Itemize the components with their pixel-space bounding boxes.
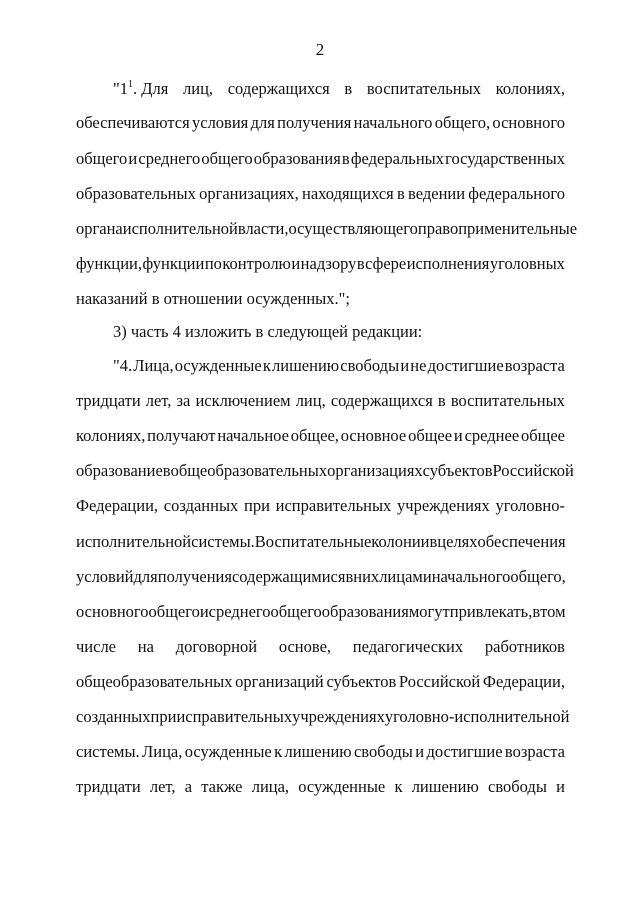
word: педагогических: [352, 637, 464, 656]
word: лет,: [145, 391, 172, 410]
word: общего,: [510, 567, 566, 586]
paragraph-1-line: наказаний в отношении осужденных.";: [76, 289, 350, 308]
word: организациях: [327, 461, 423, 480]
word: системы.: [191, 532, 255, 551]
word: осужденные: [184, 742, 272, 761]
word: Воспитательные: [254, 532, 372, 551]
word: них: [353, 567, 380, 586]
word: воспитательных: [450, 391, 565, 410]
word: и: [453, 426, 463, 445]
word: начального: [353, 113, 433, 132]
word: тридцати: [76, 777, 141, 796]
paragraph-1-line: [76, 113, 565, 133]
word: воспитательных: [366, 79, 481, 98]
word: общее: [521, 426, 565, 445]
word: к: [274, 742, 283, 761]
word: и: [556, 777, 565, 796]
paragraph-3-line: [76, 637, 565, 657]
word: получения: [157, 567, 232, 586]
word: организациях,: [199, 184, 299, 203]
word: общее,: [290, 426, 339, 445]
word: функции: [142, 254, 205, 273]
paragraph-2: 3) часть 4 изложить в следующей редакции:: [113, 322, 423, 341]
word: общего: [201, 149, 253, 168]
word: Лица,: [142, 742, 183, 761]
word: за: [176, 391, 191, 410]
word: свободы: [340, 356, 400, 375]
word: к: [262, 356, 271, 375]
word: колонии: [371, 532, 430, 551]
word: могут: [408, 602, 450, 621]
word: лишению: [272, 356, 340, 375]
paragraph-3-line: [76, 742, 565, 762]
word: обеспечения: [477, 532, 566, 551]
word: уголовно-исполнительной: [384, 707, 570, 726]
word: образование: [76, 461, 163, 480]
word: в: [532, 602, 541, 621]
word: договорной: [175, 637, 258, 656]
word: общего: [148, 602, 200, 621]
word: общеобразовательных: [170, 461, 328, 480]
word: содержащихся: [227, 79, 330, 98]
word: лицами: [379, 567, 432, 586]
paragraph-3-line: [76, 672, 565, 692]
word: осужденные: [298, 777, 386, 796]
word: уголовных: [489, 254, 565, 273]
word: среднее: [464, 426, 520, 445]
word: ведении: [408, 184, 466, 203]
paragraph-1-line: [76, 184, 565, 204]
paragraph-3-line: [76, 532, 565, 552]
word: начального: [431, 567, 511, 586]
word: условия: [192, 113, 249, 132]
word: среднего: [208, 602, 271, 621]
word: общего: [76, 149, 128, 168]
word: созданных: [163, 496, 239, 515]
paragraph-1-line: [76, 149, 565, 169]
word: условий: [76, 567, 134, 586]
word: находящихся: [302, 184, 394, 203]
word: в: [345, 567, 354, 586]
word: исполнения: [406, 254, 490, 273]
word: возраста: [504, 742, 565, 761]
paragraph-3-line: [76, 602, 565, 622]
word: достигшие: [426, 742, 503, 761]
word: органа: [76, 219, 123, 238]
word: федеральных: [350, 149, 445, 168]
superscript: 1: [128, 78, 133, 90]
word: также: [201, 777, 243, 796]
paragraph-1-line: [76, 219, 578, 239]
word: исполнительной: [122, 219, 238, 238]
word: в: [397, 184, 405, 203]
word: Федерации,: [482, 672, 565, 691]
word: не: [410, 356, 427, 375]
word: осужденные: [174, 356, 262, 375]
word: Федерации,: [76, 496, 159, 515]
word: лишению: [284, 742, 352, 761]
word: образования: [253, 149, 341, 168]
word: колониях,: [495, 79, 565, 98]
paragraph-3-line: [76, 426, 565, 446]
word: образовательных: [76, 184, 196, 203]
paragraph-3-line: [76, 777, 565, 797]
word: числе: [76, 637, 117, 656]
word: лица,: [251, 777, 290, 796]
word: целях: [437, 532, 478, 551]
paragraph-3-line: [76, 707, 570, 727]
word: содержащихся: [330, 391, 433, 410]
word: получения: [277, 113, 352, 132]
word: лиц,: [295, 391, 326, 410]
word: осуществляющего: [288, 219, 418, 238]
word: и: [199, 602, 209, 621]
word: "4.: [113, 356, 133, 375]
word: основного: [76, 602, 149, 621]
word: начальное: [217, 426, 289, 445]
word: исключением: [195, 391, 291, 410]
word: колониях,: [76, 426, 146, 445]
paragraph-1-line: [76, 254, 565, 274]
word: общее: [408, 426, 453, 445]
word: общего,: [434, 113, 491, 132]
word: лет,: [149, 777, 176, 796]
word: учреждениях: [292, 707, 385, 726]
word: уголовно-: [495, 496, 565, 515]
word: исправительных: [176, 707, 293, 726]
word: Российской: [398, 672, 481, 691]
word: привлекать,: [449, 602, 533, 621]
word: свободы: [353, 742, 413, 761]
word: возраста: [504, 356, 565, 375]
word: системы.: [76, 742, 140, 761]
word: при: [244, 496, 270, 515]
word: к: [394, 777, 403, 796]
word: субъектов: [326, 672, 397, 691]
word: получают: [147, 426, 216, 445]
word: основе,: [278, 637, 332, 656]
word: и: [291, 254, 301, 273]
word: сфере: [365, 254, 407, 273]
word: федерального: [468, 184, 565, 203]
word: по: [204, 254, 222, 273]
word: среднего: [138, 149, 201, 168]
word: власти,: [237, 219, 289, 238]
word: работников: [484, 637, 565, 656]
word: учреждениях: [397, 496, 490, 515]
word: субъектов: [422, 461, 493, 480]
word: в: [162, 461, 171, 480]
word: и: [128, 149, 138, 168]
word: основного: [492, 113, 565, 132]
word: созданных: [76, 707, 151, 726]
paragraph-1-first-line: [113, 79, 565, 99]
word: в: [356, 254, 365, 273]
word: исполнительной: [76, 532, 192, 551]
word: а: [184, 777, 193, 796]
word: обеспечиваются: [76, 113, 190, 132]
word: исправительных: [275, 496, 392, 515]
word: достигшие: [427, 356, 504, 375]
word: . Для: [133, 79, 169, 98]
paragraph-3-line: [76, 496, 565, 516]
word: организаций: [235, 672, 324, 691]
paragraph-3-line: [76, 461, 574, 481]
word: лиц,: [183, 79, 214, 98]
word: тридцати: [76, 391, 141, 410]
word: том: [540, 602, 566, 621]
word: и: [415, 742, 425, 761]
word: в: [341, 149, 350, 168]
word: содержащимися: [231, 567, 346, 586]
word: при: [150, 707, 177, 726]
word: в: [344, 79, 353, 98]
word: в: [437, 391, 446, 410]
word: Российской: [492, 461, 574, 480]
paragraph-3-line: [76, 391, 565, 411]
word: контролю: [222, 254, 291, 273]
word: лишению: [411, 777, 479, 796]
word: государственных: [445, 149, 565, 168]
paragraph-3-line: [76, 567, 565, 587]
word: правоприменительные: [417, 219, 578, 238]
word: Лица,: [133, 356, 174, 375]
word: и: [400, 356, 410, 375]
word: в: [429, 532, 438, 551]
word: для: [250, 113, 275, 132]
word: образования: [321, 602, 409, 621]
paragraph-3-line: [113, 356, 565, 376]
word: общего: [270, 602, 322, 621]
word: свободы: [488, 777, 547, 796]
quote-open: "1: [113, 79, 128, 98]
word: надзору: [300, 254, 357, 273]
word: общеобразовательных: [76, 672, 233, 691]
word: основное: [340, 426, 407, 445]
word: на: [137, 637, 154, 656]
page-number: 2: [315, 40, 325, 59]
word: для: [133, 567, 158, 586]
word: функции,: [76, 254, 142, 273]
